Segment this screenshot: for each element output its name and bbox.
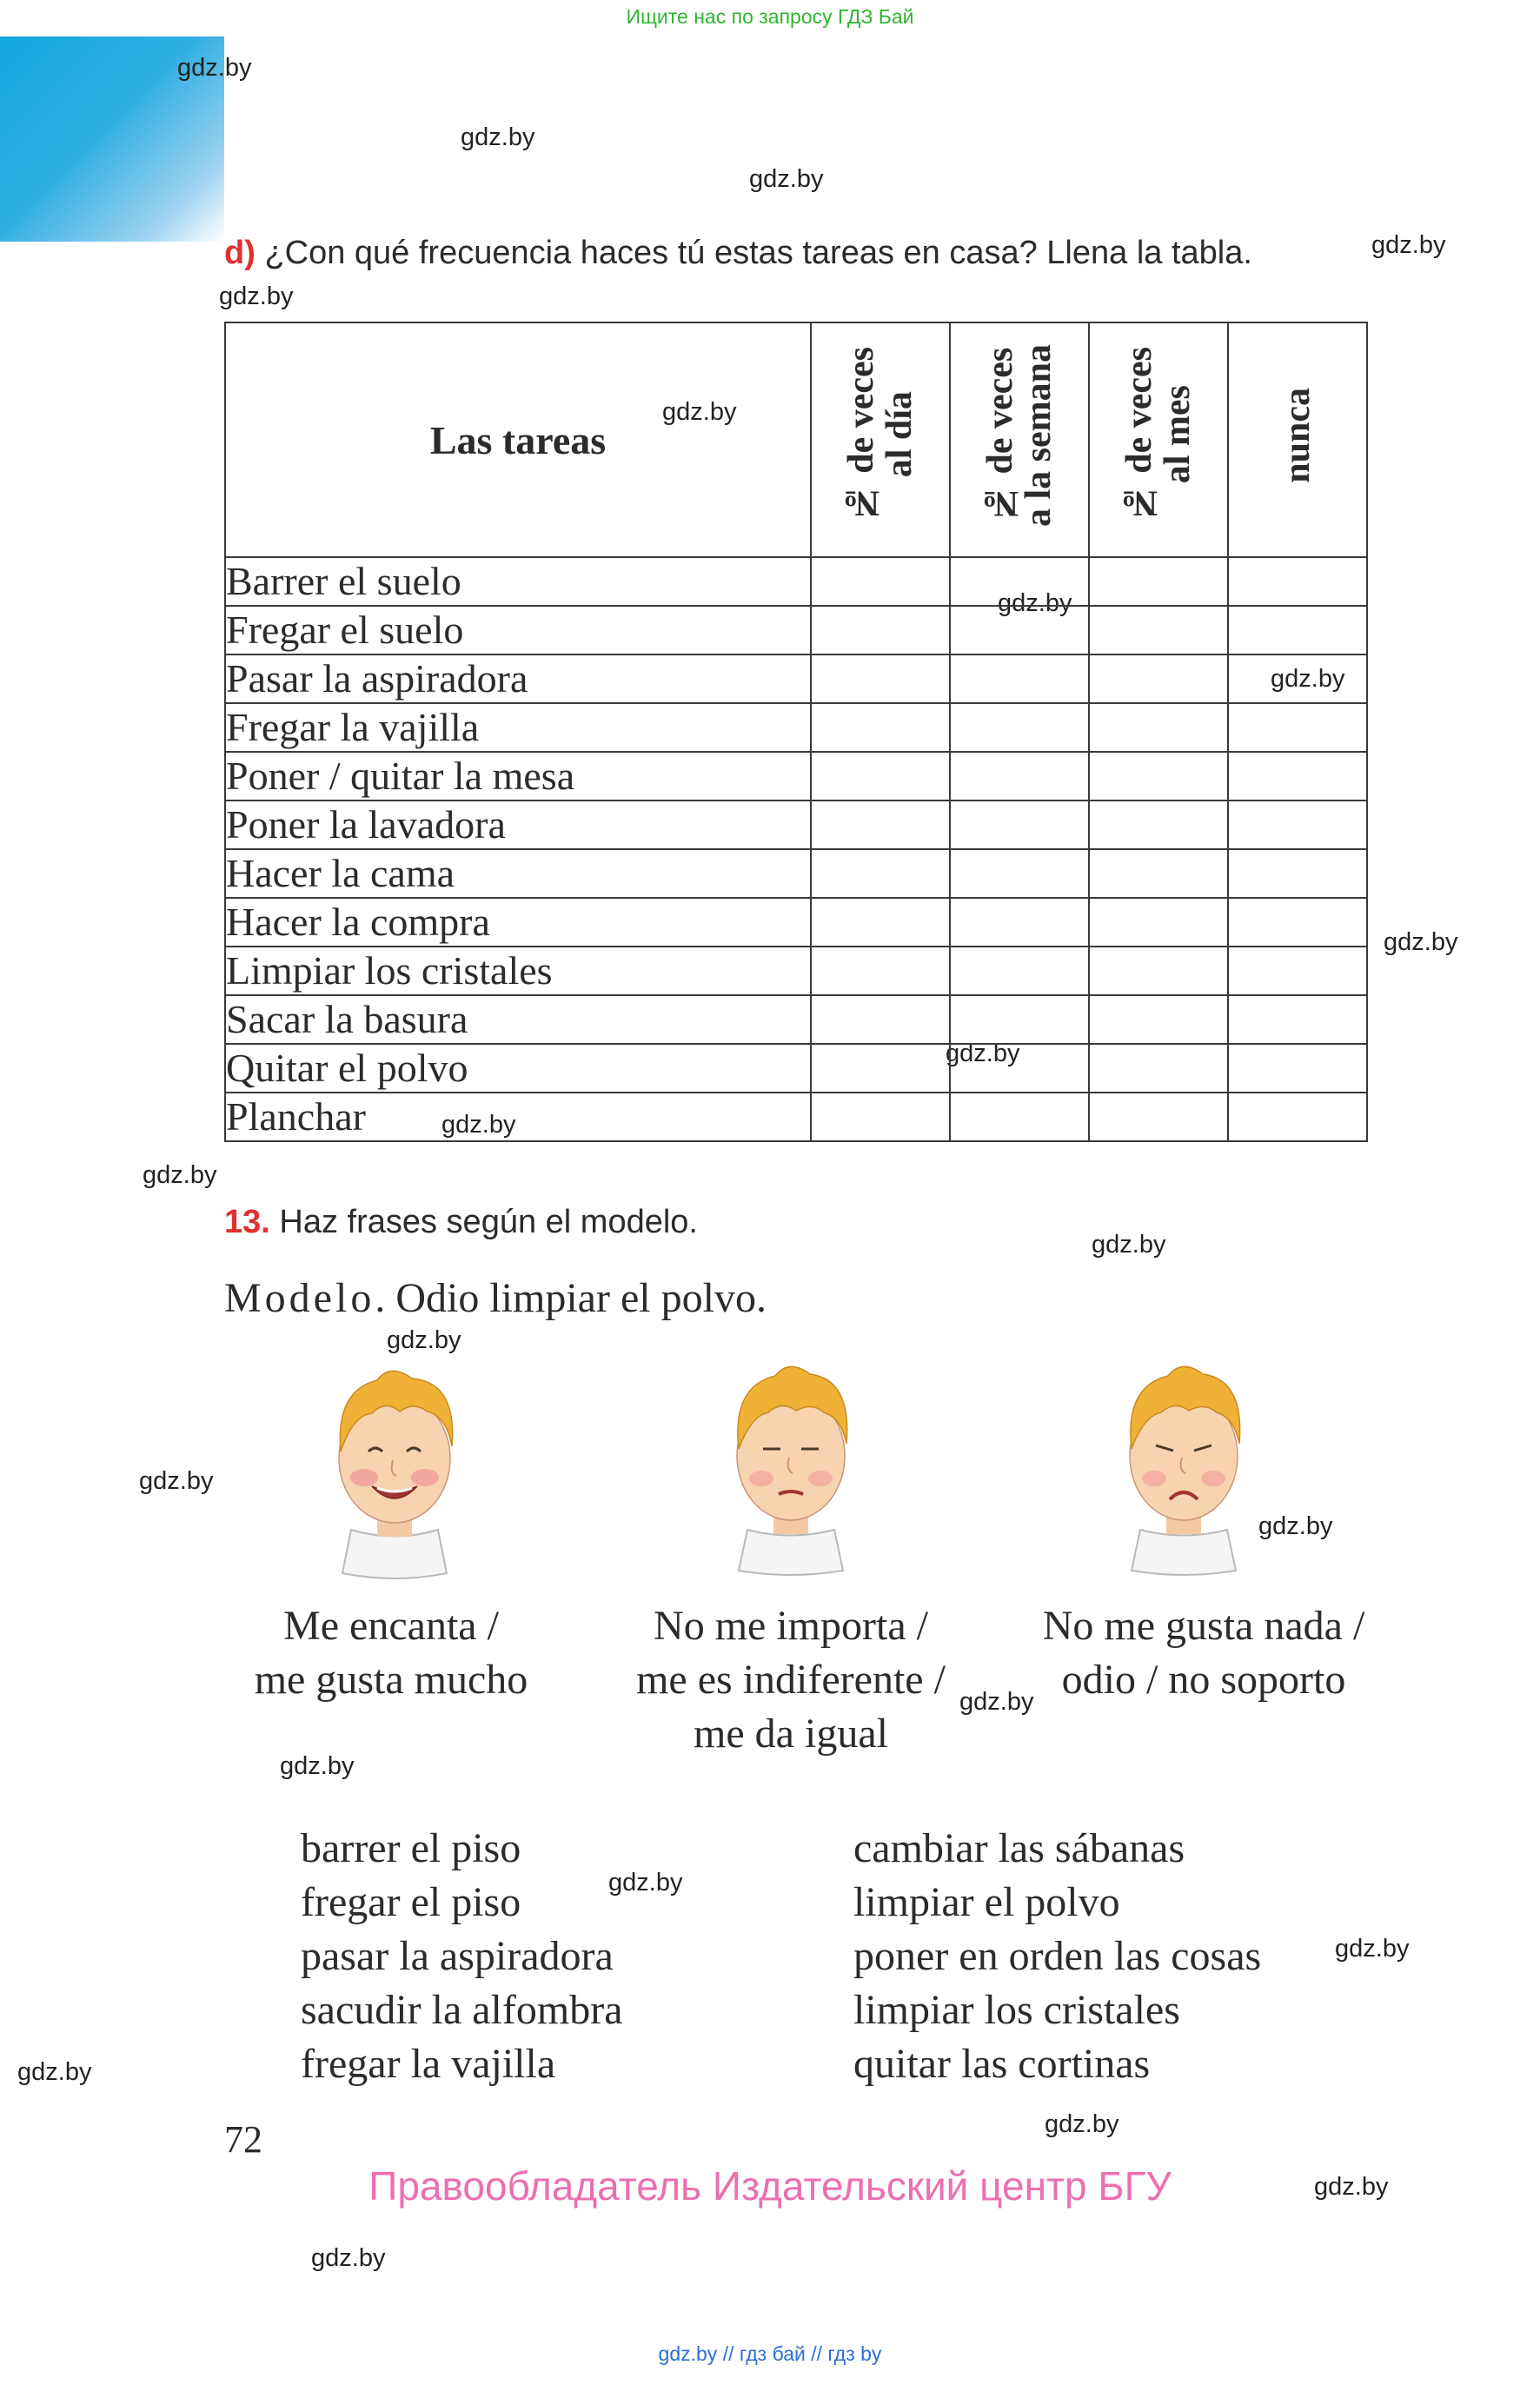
answer-cell[interactable]: [1089, 654, 1228, 703]
happy-caption: Me encanta / me gusta mucho: [254, 1603, 528, 1703]
task-cell: Quitar el polvo: [225, 1044, 811, 1093]
watermark: gdz.by: [143, 1161, 217, 1189]
answer-cell[interactable]: [950, 752, 1089, 801]
answer-cell[interactable]: [811, 801, 950, 849]
model-sentence: [224, 1274, 767, 1322]
watermark: gdz.by: [219, 282, 294, 310]
list-item: fregar el piso: [301, 1879, 521, 1925]
answer-cell[interactable]: [811, 1044, 950, 1093]
answer-cell[interactable]: [1089, 703, 1228, 752]
task-cell: Poner / quitar la mesa: [225, 752, 811, 801]
answer-cell[interactable]: [1228, 557, 1367, 606]
answer-cell[interactable]: [1089, 557, 1228, 606]
answer-cell[interactable]: [1089, 947, 1228, 995]
task-cell: Sacar la basura: [225, 995, 811, 1044]
answer-cell[interactable]: [950, 947, 1089, 995]
list-item: poner en orden las cosas: [853, 1933, 1262, 1979]
task-cell: Hacer la compra: [225, 898, 811, 947]
table-row: [225, 606, 1367, 654]
watermark: gdz.by: [139, 1467, 214, 1495]
answer-cell[interactable]: [950, 703, 1089, 752]
answer-cell[interactable]: [811, 995, 950, 1044]
list-item: barrer el piso: [301, 1825, 521, 1871]
list-item: limpiar los cristales: [853, 1987, 1180, 2033]
table-row: [225, 995, 1367, 1044]
happy-face-illustration: [316, 1356, 473, 1582]
task-cell: Limpiar los cristales: [225, 947, 811, 995]
task-cell: Pasar la aspiradora: [225, 654, 811, 703]
watermark: gdz.by: [1045, 2110, 1119, 2138]
answer-cell[interactable]: [811, 557, 950, 606]
watermark: gdz.by: [17, 2058, 92, 2086]
watermark: gdz.by: [959, 1688, 1034, 1716]
header-tasks: Las tareas: [225, 322, 811, 557]
watermark: gdz.by: [177, 54, 252, 82]
answer-cell[interactable]: [1089, 1044, 1228, 1093]
answer-cell[interactable]: [950, 606, 1089, 654]
answer-cell[interactable]: [950, 995, 1089, 1044]
watermark: gdz.by: [1271, 665, 1345, 693]
answer-cell[interactable]: [950, 1044, 1089, 1093]
header-per-week: № de veces a la semana: [950, 322, 1089, 557]
watermark: gdz.by: [441, 1111, 516, 1139]
answer-cell[interactable]: [1228, 703, 1367, 752]
table-header-row: [225, 322, 1367, 557]
frequency-table: [224, 322, 1368, 1142]
list-item: sacudir la alfombra: [301, 1987, 623, 2033]
answer-cell[interactable]: [1089, 995, 1228, 1044]
sad-caption: No me gusta nada / odio / no soporto: [1042, 1603, 1365, 1703]
model-label: Modelo: [224, 1275, 375, 1321]
answer-cell[interactable]: [811, 849, 950, 898]
watermark: gdz.by: [1258, 1512, 1333, 1540]
task-d-text: ¿Con qué frecuencia haces tú estas tareas en casa? Llena la tabla.: [264, 235, 1252, 271]
answer-cell[interactable]: [1228, 654, 1367, 703]
list-item: quitar las cortinas: [853, 2041, 1151, 2087]
task-d-label: d): [224, 235, 256, 271]
list-item: fregar la vajilla: [301, 2041, 556, 2087]
table-row: [225, 801, 1367, 849]
answer-cell[interactable]: [811, 1093, 950, 1141]
table-row: [225, 557, 1367, 606]
answer-cell[interactable]: [811, 947, 950, 995]
answer-cell[interactable]: [1228, 801, 1367, 849]
table-row: [225, 752, 1367, 801]
list-item: limpiar el polvo: [853, 1879, 1120, 1925]
answer-cell[interactable]: [1089, 898, 1228, 947]
watermark: gdz.by: [998, 589, 1072, 617]
list-item: pasar la aspiradora: [301, 1933, 614, 1979]
table-row: [225, 947, 1367, 995]
watermark: gdz.by: [1371, 231, 1446, 259]
answer-cell[interactable]: [811, 752, 950, 801]
watermark: gdz.by: [1384, 928, 1458, 956]
header-per-month: № de veces al mes: [1089, 322, 1228, 557]
watermark: gdz.by: [946, 1040, 1020, 1067]
activity-list-left: [301, 1822, 623, 2091]
answer-cell[interactable]: [811, 606, 950, 654]
table-row: [225, 1093, 1367, 1141]
activity-list-right: [853, 1822, 1261, 2091]
task-cell: Hacer la cama: [225, 849, 811, 898]
answer-cell[interactable]: [1228, 995, 1367, 1044]
watermark: gdz.by: [1314, 2173, 1389, 2201]
watermark: gdz.by: [461, 123, 535, 151]
footer-links[interactable]: gdz.by // гдз бай // гдз by: [658, 2342, 882, 2365]
watermark: gdz.by: [749, 165, 824, 193]
table-row: [225, 898, 1367, 947]
answer-cell[interactable]: [1228, 947, 1367, 995]
answer-cell[interactable]: [1228, 898, 1367, 947]
watermark: gdz.by: [608, 1869, 683, 1897]
task-cell: Fregar la vajilla: [225, 703, 811, 752]
list-item: cambiar las sábanas: [853, 1825, 1185, 1871]
answer-cell[interactable]: [811, 898, 950, 947]
answer-cell[interactable]: [950, 898, 1089, 947]
task-cell: Poner la lavadora: [225, 801, 811, 849]
watermark: gdz.by: [1335, 1935, 1410, 1963]
answer-cell[interactable]: [1089, 801, 1228, 849]
answer-cell[interactable]: [1089, 849, 1228, 898]
top-note: Ищите нас по запросу ГДЗ Бай: [626, 5, 914, 28]
task-cell: Planchar: [225, 1093, 811, 1141]
watermark: gdz.by: [387, 1326, 461, 1354]
exercise-instruction: Haz frases según el modelo.: [279, 1204, 698, 1240]
copyright-holder: Правообладатель Издательский центр БГУ: [368, 2163, 1172, 2209]
answer-cell[interactable]: [1089, 752, 1228, 801]
answer-cell[interactable]: [1228, 849, 1367, 898]
page-number: 72: [224, 2118, 262, 2161]
table-row: [225, 654, 1367, 703]
watermark: gdz.by: [1092, 1231, 1166, 1259]
answer-cell[interactable]: [950, 801, 1089, 849]
answer-cell[interactable]: [1228, 1044, 1367, 1093]
watermark: gdz.by: [311, 2244, 386, 2272]
neutral-face-illustration: [713, 1352, 869, 1578]
task-cell: Fregar el suelo: [225, 606, 811, 654]
answer-cell[interactable]: [1228, 606, 1367, 654]
answer-cell[interactable]: [811, 703, 950, 752]
answer-cell[interactable]: [950, 557, 1089, 606]
model-text: . Odio limpiar el polvo.: [375, 1275, 767, 1321]
answer-cell[interactable]: [1228, 752, 1367, 801]
watermark: gdz.by: [662, 398, 737, 426]
answer-cell[interactable]: [1228, 1093, 1367, 1141]
answer-cell[interactable]: [950, 849, 1089, 898]
answer-cell[interactable]: [1089, 1093, 1228, 1141]
answer-cell[interactable]: [950, 654, 1089, 703]
neutral-caption: No me importa / me es indiferente / me da igual: [636, 1603, 946, 1757]
table-row: [225, 703, 1367, 752]
table-row: [225, 849, 1367, 898]
answer-cell[interactable]: [1089, 606, 1228, 654]
answer-cell[interactable]: [950, 1093, 1089, 1141]
exercise-13-heading: [224, 1204, 698, 1241]
watermark: gdz.by: [280, 1752, 355, 1780]
answer-cell[interactable]: [811, 654, 950, 703]
table-row: [225, 1044, 1367, 1093]
header-never: nunca: [1228, 322, 1367, 557]
task-d-heading: [224, 235, 1252, 272]
sad-face-illustration: [1105, 1352, 1262, 1578]
exercise-number: 13.: [224, 1204, 270, 1240]
task-cell: Barrer el suelo: [225, 557, 811, 606]
header-per-day: № de veces al día: [811, 322, 950, 557]
